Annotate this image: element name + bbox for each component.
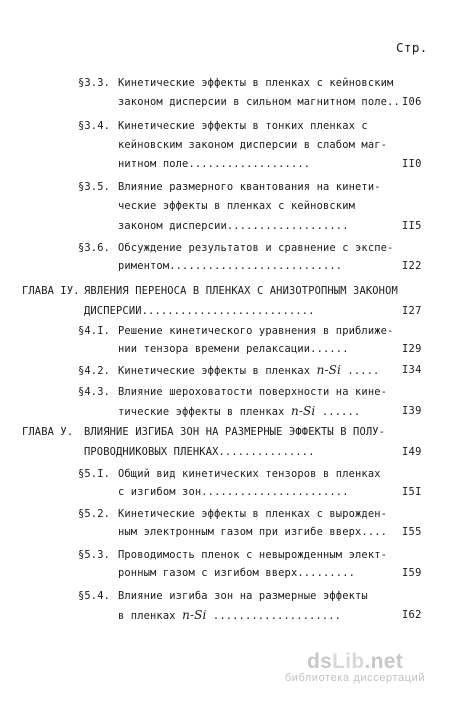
toc-entry-text: риментом........................... bbox=[118, 260, 343, 272]
toc-entry-text: Кинетические эффекты в пленках с вырожден- bbox=[118, 508, 388, 520]
toc-entry-text: Влияние изгиба зон на размерные эффекты bbox=[118, 590, 368, 602]
page-number: I22 bbox=[402, 260, 422, 272]
toc-entry-text: Влияние размерного квантования на кинети- bbox=[118, 181, 381, 193]
toc-entry-text: нии тензора времени релаксации...... bbox=[118, 343, 349, 355]
page-column-header: Стр. bbox=[396, 40, 428, 55]
toc-line bbox=[118, 95, 400, 109]
toc-entry-text: Кинетические эффекты в пленках с кейновским bbox=[118, 77, 394, 89]
toc-line bbox=[84, 304, 315, 318]
section-number: §5.2. bbox=[78, 508, 111, 520]
page-number: I06 bbox=[402, 96, 422, 108]
watermark-subtitle: библиотека диссертаций bbox=[284, 672, 426, 684]
toc-line bbox=[78, 324, 393, 338]
section-number: §3.5. bbox=[78, 181, 111, 193]
section-number: §3.6. bbox=[78, 242, 111, 254]
toc-entry-text: ДИСПЕРСИИ........................... bbox=[84, 305, 315, 317]
page-number: I34 bbox=[402, 364, 422, 376]
page-number: I27 bbox=[402, 305, 422, 317]
chapter-number: ГЛАВА IУ. bbox=[22, 285, 80, 297]
toc-entry-text: тические эффекты в пленках n-Si ...... bbox=[118, 404, 361, 418]
toc-line bbox=[78, 589, 368, 603]
toc-entry-text: кейновским законом дисперсии в слабом маг- bbox=[118, 139, 388, 151]
toc-line bbox=[118, 219, 349, 233]
section-number: §5.I. bbox=[78, 468, 111, 480]
toc-line bbox=[22, 425, 385, 439]
section-number: §4.3. bbox=[78, 386, 111, 398]
toc-line bbox=[78, 467, 381, 481]
toc-entry-text: Кинетические эффекты в пленках n-Si ..... bbox=[118, 363, 380, 377]
page-number: I49 bbox=[402, 446, 422, 458]
toc-line bbox=[118, 259, 342, 273]
toc-line bbox=[118, 157, 310, 171]
toc-line bbox=[84, 445, 315, 459]
toc-entry-text: ческие эффекты в пленках с кейновским bbox=[118, 200, 356, 212]
toc-line bbox=[118, 608, 341, 623]
page-number: I62 bbox=[402, 609, 422, 621]
toc-entry-text: ронным газом с изгибом вверх......... bbox=[118, 567, 356, 579]
toc-line bbox=[78, 76, 393, 90]
toc-line bbox=[78, 548, 387, 562]
section-number: §3.4. bbox=[78, 120, 111, 132]
page-number: II0 bbox=[402, 158, 422, 170]
chapter-number: ГЛАВА У. bbox=[22, 426, 74, 438]
toc-line bbox=[118, 525, 387, 539]
page-number: I39 bbox=[402, 405, 422, 417]
toc-entry-text: Влияние шероховатости поверхности на кине- bbox=[118, 386, 388, 398]
toc-entry-text: ЯВЛЕНИЯ ПЕРЕНОСА В ПЛЕНКАХ С АНИЗОТРОПНЫМ ЗАКОНОМ bbox=[84, 285, 398, 297]
toc-entry-text: ным электронным газом при изгибе вверх.... bbox=[118, 526, 388, 538]
watermark bbox=[270, 650, 440, 684]
section-number: §4.I. bbox=[78, 325, 111, 337]
toc-line bbox=[78, 385, 387, 399]
toc-entry-text: ПРОВОДНИКОВЫХ ПЛЕНКАХ............... bbox=[84, 446, 315, 458]
toc-line bbox=[118, 199, 355, 213]
toc-entry-text: ВЛИЯНИЕ ИЗГИБА ЗОН НА РАЗМЕРНЫЕ ЭФФЕКТЫ В ПОЛУ- bbox=[84, 426, 386, 438]
toc-entry-text: Проводимость пленок с невырожденным элект- bbox=[118, 549, 388, 561]
page-number: I29 bbox=[402, 343, 422, 355]
watermark-logo: dsLib.net bbox=[306, 650, 404, 673]
toc-line bbox=[118, 138, 387, 152]
toc-line bbox=[78, 363, 379, 378]
section-number: §5.3. bbox=[78, 549, 111, 561]
section-number: §4.2. bbox=[78, 365, 111, 377]
toc-line bbox=[78, 119, 368, 133]
toc-entry-text: в пленках n-Si .................... bbox=[118, 608, 342, 622]
toc-line bbox=[22, 284, 398, 298]
page-number: I55 bbox=[402, 526, 422, 538]
toc-line bbox=[78, 180, 381, 194]
toc-line bbox=[118, 485, 349, 499]
page-number: II5 bbox=[402, 220, 422, 232]
page-number: I59 bbox=[402, 567, 422, 579]
toc-line bbox=[118, 566, 355, 580]
toc-line bbox=[118, 404, 360, 419]
section-number: §3.3. bbox=[78, 77, 111, 89]
toc-entry-text: Кинетические эффекты в тонких пленках с bbox=[118, 120, 368, 132]
toc-entry-text: законом дисперсии................... bbox=[118, 220, 349, 232]
toc-entry-text: Решение кинетического уравнения в приближе- bbox=[118, 325, 394, 337]
toc-entry-text: с изгибом зон....................... bbox=[118, 486, 349, 498]
toc-entry-text: Обсуждение результатов и сравнение с экспе- bbox=[118, 242, 394, 254]
toc-entry-text: законом дисперсии в сильном магнитном поле.. bbox=[118, 96, 400, 108]
toc-line bbox=[78, 241, 393, 255]
section-number: §5.4. bbox=[78, 590, 111, 602]
toc-line bbox=[78, 507, 387, 521]
toc-entry-text: нитном поле................... bbox=[118, 158, 311, 170]
toc-entry-text: Общий вид кинетических тензоров в пленках bbox=[118, 468, 381, 480]
toc-line bbox=[118, 342, 349, 356]
page-number: I5I bbox=[402, 486, 422, 498]
